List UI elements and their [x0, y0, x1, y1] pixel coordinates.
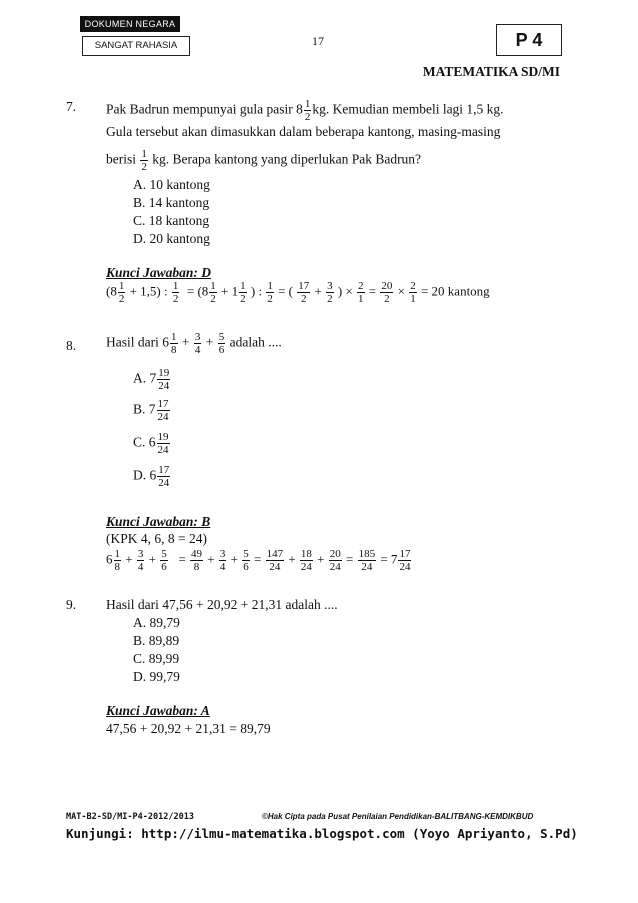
fraction-denominator: 2 — [327, 293, 333, 305]
fraction-numerator: 1 — [210, 280, 216, 292]
fraction-denominator: 24 — [269, 561, 281, 573]
fraction-denominator: 2 — [141, 161, 147, 173]
q7-fraction-bag — [140, 148, 148, 173]
solution-fraction — [380, 280, 393, 305]
fraction-numerator: 147 — [266, 548, 284, 560]
option-fraction — [157, 464, 170, 489]
solution-text: = — [346, 551, 354, 567]
q8-fraction — [218, 331, 226, 356]
fraction-denominator: 2 — [384, 293, 390, 305]
fraction-denominator: 6 — [243, 561, 249, 573]
fraction-denominator: 24 — [361, 561, 373, 573]
fraction-numerator: 5 — [161, 548, 167, 560]
option-fraction — [157, 431, 170, 456]
fraction-numerator: 17 — [157, 398, 169, 410]
fraction-denominator: 2 — [118, 293, 125, 305]
fraction-denominator: 6 — [161, 561, 167, 573]
solution-fraction — [300, 548, 313, 573]
fraction-denominator: 4 — [219, 561, 226, 573]
q8-fraction — [194, 331, 202, 356]
subject-title: MATEMATIKA SD/MI — [422, 64, 560, 79]
solution-text: ) : — [250, 283, 263, 299]
fraction-numerator: 5 — [243, 548, 249, 560]
fraction-denominator: 24 — [158, 477, 170, 489]
fraction-numerator: 1 — [240, 280, 246, 292]
solution-fraction — [190, 548, 203, 573]
solution-text: 6 — [106, 551, 113, 567]
fraction-numerator: 2 — [358, 280, 364, 292]
q7-option-d: D. 20 kantong — [133, 231, 210, 246]
q7-solution — [106, 280, 490, 305]
q9-option-a: A. 89,79 — [133, 615, 180, 630]
solution-text: = 20 kantong — [420, 283, 490, 299]
q7-text: kg. Berapa kantong yang diperlukan Pak Badrun? — [152, 151, 422, 167]
fraction-denominator: 2 — [267, 293, 273, 305]
solution-text: = — [368, 283, 377, 299]
fraction-denominator: 24 — [157, 444, 169, 456]
footer-code: MAT-B2-SD/MI-P4-2012/2013 — [66, 812, 194, 822]
q7-line3 — [106, 148, 421, 173]
fraction-denominator: 1 — [410, 293, 416, 305]
solution-text: + — [317, 551, 325, 567]
fraction-numerator: 1 — [141, 148, 147, 160]
fraction-denominator: 8 — [193, 561, 200, 573]
q8-number: 8. — [66, 338, 77, 353]
q9-answer-key: Kunci Jawaban: A — [106, 703, 210, 718]
fraction-numerator: 185 — [358, 548, 376, 560]
solution-fraction — [358, 548, 377, 573]
q8-text: adalah .... — [229, 334, 282, 350]
q9-number: 9. — [66, 597, 77, 612]
option-fraction — [157, 367, 170, 392]
solution-fraction — [297, 280, 310, 305]
fraction-denominator: 8 — [171, 344, 177, 356]
q8-option-a — [133, 367, 171, 392]
solution-text: + — [207, 551, 215, 567]
document-badge-rahasia: SANGAT RAHASIA — [82, 36, 190, 56]
solution-fraction — [160, 548, 168, 573]
q7-answer-key: Kunci Jawaban: D — [106, 265, 212, 280]
fraction-denominator: 1 — [358, 293, 364, 305]
option-label: C. 6 — [133, 434, 156, 450]
fraction-numerator: 1 — [304, 98, 311, 110]
solution-text: + — [288, 551, 296, 567]
q8-fraction — [170, 331, 178, 356]
solution-fraction — [172, 280, 180, 305]
fraction-numerator: 1 — [172, 280, 179, 292]
solution-text: + 1,5) : — [129, 283, 168, 299]
solution-text: = (8 — [186, 283, 209, 299]
option-label: D. 6 — [133, 467, 157, 483]
solution-text: + — [125, 551, 133, 567]
q7-option-a: A. 10 kantong — [133, 177, 210, 192]
solution-fraction — [398, 548, 411, 573]
solution-fraction — [329, 548, 342, 573]
fraction-denominator: 6 — [218, 344, 225, 356]
q7-line1 — [106, 98, 504, 123]
fraction-numerator: 1 — [171, 331, 177, 343]
solution-text: + — [230, 551, 238, 567]
solution-text: + 1 — [221, 283, 239, 299]
solution-text: = ( — [278, 283, 294, 299]
fraction-numerator: 2 — [410, 280, 416, 292]
footer-copyright: ©Hak Cipta pada Pusat Penilaian Pendidikan-BALITBANG-KEMDIKBUD — [262, 812, 534, 821]
fraction-denominator: 24 — [157, 411, 169, 423]
q9-option-c: C. 89,99 — [133, 651, 180, 666]
solution-text: × — [397, 283, 405, 299]
fraction-numerator: 18 — [300, 548, 312, 560]
q9-option-b: B. 89,89 — [133, 633, 180, 648]
solution-text: (8 — [106, 283, 117, 299]
q7-text: kg. Kemudian membeli lagi 1,5 kg. — [312, 101, 504, 117]
fraction-denominator: 4 — [137, 561, 144, 573]
q7-number: 7. — [66, 99, 77, 114]
fraction-denominator: 24 — [158, 380, 170, 392]
fraction-numerator: 3 — [219, 548, 226, 560]
document-badge-negara: DOKUMEN NEGARA — [80, 16, 180, 32]
q7-option-c: C. 18 kantong — [133, 213, 210, 228]
fraction-numerator: 1 — [267, 280, 273, 292]
solution-fraction — [242, 548, 250, 573]
fraction-numerator: 5 — [218, 331, 225, 343]
fraction-numerator: 17 — [158, 464, 170, 476]
solution-text: = — [178, 551, 186, 567]
q8-option-c — [133, 431, 171, 456]
option-label: A. 7 — [133, 370, 157, 386]
solution-fraction — [266, 548, 285, 573]
solution-text: + — [148, 551, 156, 567]
solution-text: ) × — [337, 283, 353, 299]
q8-option-d — [133, 464, 171, 489]
q8-text: + — [181, 334, 190, 350]
fraction-denominator: 2 — [240, 293, 246, 305]
solution-fraction — [357, 280, 365, 305]
q7-option-b: B. 14 kantong — [133, 195, 210, 210]
fraction-denominator: 24 — [399, 561, 411, 573]
q8-answer-key: Kunci Jawaban: B — [106, 514, 211, 529]
q8-text: Hasil dari 6 — [106, 334, 169, 350]
fraction-denominator: 2 — [304, 111, 311, 123]
fraction-numerator: 1 — [114, 548, 120, 560]
q8-line — [106, 331, 282, 356]
page-number: 17 — [312, 34, 324, 48]
solution-text: = — [253, 551, 262, 567]
fraction-denominator: 2 — [172, 293, 179, 305]
fraction-numerator: 17 — [399, 548, 411, 560]
q8-option-b — [133, 398, 171, 423]
fraction-denominator: 2 — [301, 293, 307, 305]
fraction-numerator: 3 — [327, 280, 333, 292]
q9-solution: 47,56 + 20,92 + 21,31 = 89,79 — [106, 721, 271, 736]
q7-text: berisi — [106, 151, 136, 167]
q9-option-d: D. 99,79 — [133, 669, 180, 684]
fraction-numerator: 3 — [194, 331, 201, 343]
fraction-denominator: 2 — [210, 293, 216, 305]
solution-fraction — [219, 548, 227, 573]
fraction-numerator: 19 — [158, 367, 170, 379]
solution-text: = 7 — [380, 551, 398, 567]
q9-text: Hasil dari 47,56 + 20,92 + 21,31 adalah .... — [106, 597, 338, 612]
fraction-denominator: 4 — [194, 344, 201, 356]
solution-text: + — [314, 283, 322, 299]
fraction-denominator: 24 — [300, 561, 312, 573]
q7-text: Pak Badrun mempunyai gula pasir 8 — [106, 101, 303, 117]
solution-fraction — [137, 548, 145, 573]
solution-fraction — [409, 280, 417, 305]
fraction-numerator: 20 — [381, 280, 393, 292]
option-label: B. 7 — [133, 401, 156, 417]
solution-fraction — [239, 280, 247, 305]
fraction-numerator: 20 — [329, 548, 341, 560]
solution-fraction — [266, 280, 274, 305]
fraction-numerator: 3 — [137, 548, 144, 560]
q8-text: + — [205, 334, 214, 350]
fraction-numerator: 1 — [118, 280, 125, 292]
solution-fraction — [114, 548, 122, 573]
footer-visit-link[interactable]: Kunjungi: http://ilmu-matematika.blogspot.com (Yoyo Apriyanto, S.Pd) — [66, 826, 578, 841]
q8-kpk: (KPK 4, 6, 8 = 24) — [106, 531, 207, 546]
q8-solution — [106, 548, 412, 573]
option-fraction — [157, 398, 170, 423]
fraction-numerator: 49 — [191, 548, 203, 560]
fraction-denominator: 24 — [329, 561, 341, 573]
q7-line2: Gula tersebut akan dimasukkan dalam beberapa kantong, masing-masing — [106, 124, 501, 139]
solution-fraction — [326, 280, 334, 305]
solution-fraction — [209, 280, 217, 305]
fraction-numerator: 17 — [298, 280, 310, 292]
fraction-numerator: 19 — [157, 431, 169, 443]
paket-box: P 4 — [496, 24, 562, 56]
solution-fraction — [118, 280, 126, 305]
q7-fraction-weight — [304, 98, 312, 123]
fraction-denominator: 8 — [114, 561, 120, 573]
